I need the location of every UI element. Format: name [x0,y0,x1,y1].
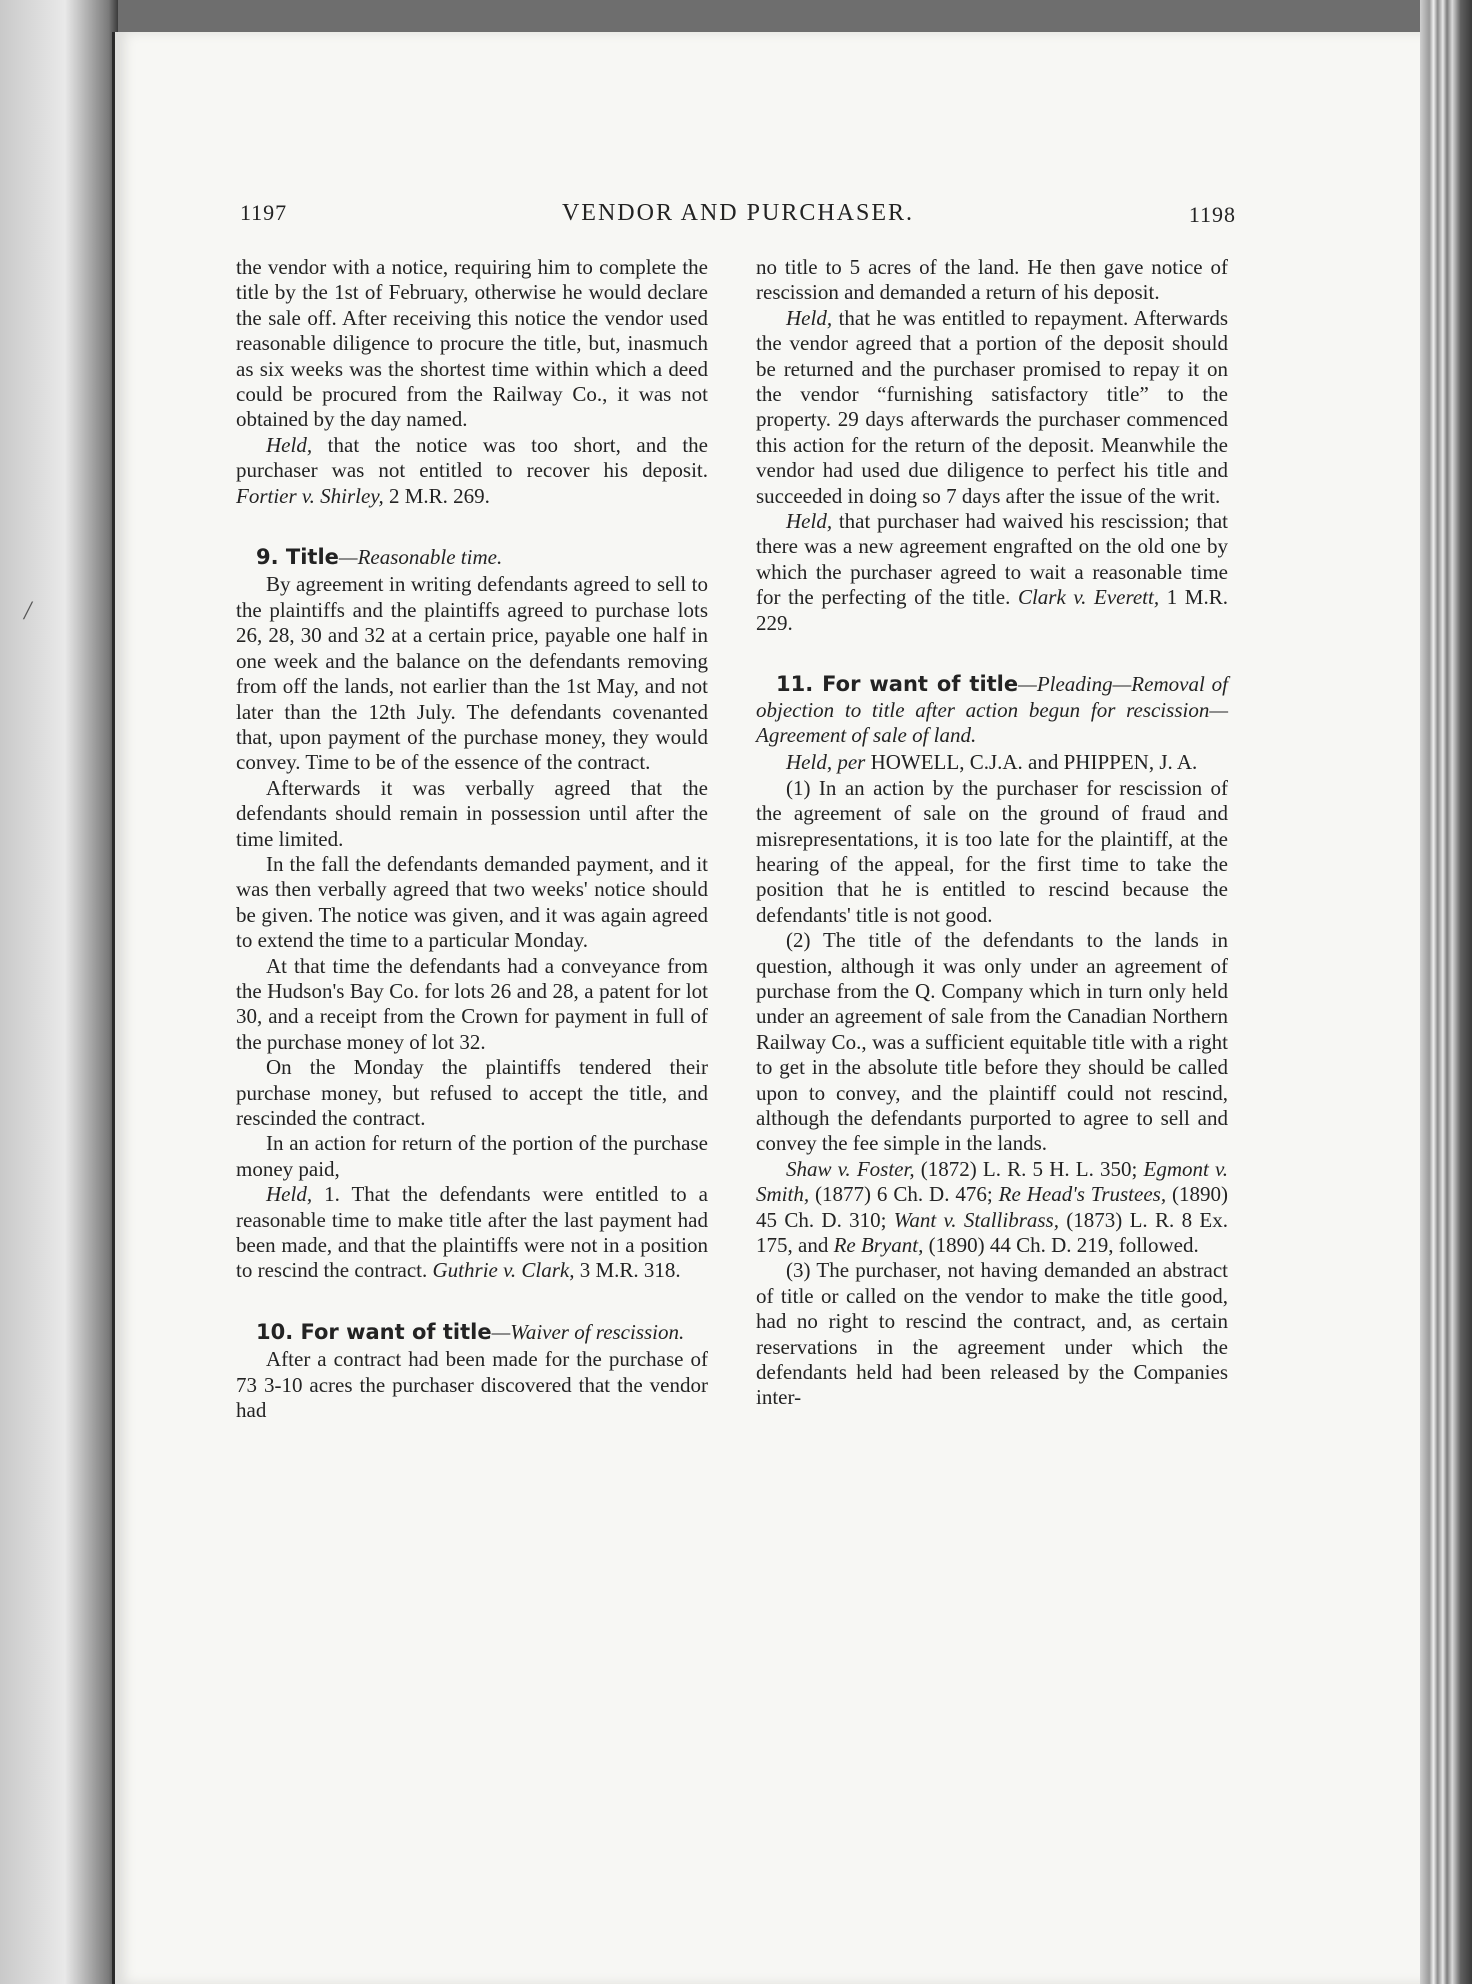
paragraph: Afterwards it was verbally agreed that the defendants should remain in possession until after the time limited. [236,775,708,851]
right-column [756,255,1228,1411]
section-subtitle: —Reasonable time. [338,545,503,570]
citations-paragraph [756,1157,1228,1259]
case-name: Want v. Stallibrass, [893,1207,1059,1232]
section-title: 11. For want of title [776,672,1019,697]
paragraph: (3) The purchaser, not having demanded an abstract of title or called on the vendor to make the title good, had no right to rescind the contract, and, as certain reservations in the agreement under which the defendants held had been released by the Companies inter- [756,1258,1228,1410]
running-title: VENDOR AND PURCHASER. [561,200,915,226]
right-page-number: 1198 [1188,202,1236,227]
holding-paragraph [756,306,1228,509]
holding-text: that he was entitled to repayment. Afterwards the vendor agreed that a portion of the deposit should be returned and the purchaser promised to repay it on the vendor “furnishing satisfactory title” to the property. 29 days afterwards the purchaser commenced this action for the return of the deposit. Meanwhile the vendor had used due diligence to perfect his title and succeeded in doing so 7 days after the issue of the writ. [756,305,1228,508]
section-title: 10. For want of title [256,1319,492,1344]
holding-paragraph [756,509,1228,636]
paragraph: In the fall the defendants demanded payment, and it was then verbally agreed that two weeks' notice should be given. The notice was given, and it was again agreed to extend the time to a particular Monday. [236,851,708,953]
paragraph: By agreement in writing defendants agreed to sell to the plaintiffs and the plaintiffs agreed to purchase lots 26, 28, 30 and 32 at a certain price, payable one half in one week and the balance on the defendants removing from off the lands, not earlier than the 1st May, and not later than the 12th July. The defendants covenanted that, upon payment of the purchase money, they would convey. Time to be of the essence of the contract. [236,572,708,775]
paragraph: no title to 5 acres of the land. He then gave notice of rescission and demanded a return of his deposit. [756,255,1228,305]
held-label: Held, [786,509,833,534]
holding-text: 1. That the defendants were entitled to a reasonable time to make title after the last payment had been made, and that the plaintiffs were not in a position to rescind the contract. [236,1182,708,1283]
case-citation: 1 M.R. 229. [756,585,1228,635]
paragraph: At that time the defendants had a conveyance from the Hudson's Bay Co. for lots 26 and 28, a patent for lot 30, and a receipt from the Crown for payment in full of the purchase money of lot 32. [236,953,708,1054]
section-subtitle: —Pleading—Removal of objection to title after action begun for rescission—Agreement of sale of land. [756,672,1228,747]
paragraph: After a contract had been made for the purchase of 73 3-10 acres the purchaser discovered that the vendor had [236,1347,708,1423]
case-name: Shaw v. Foster, [786,1156,915,1181]
left-column [236,255,708,1423]
holding-paragraph [236,433,708,509]
section-heading-9 [236,545,708,570]
held-label: Held, [786,305,833,330]
paragraph: In an action for return of the portion of the purchase money paid, [236,1131,708,1181]
facing-page-edge [0,0,118,1984]
holding-paragraph [756,750,1228,775]
left-page-number: 1197 [240,200,288,225]
section-heading-11 [756,672,1228,748]
paragraph: (1) In an action by the purchaser for rescission of the agreement of sale on the ground of fraud and misrepresentations, it is too late for the plaintiff, at the hearing of the appeal, for the first time to take the position that he is entitled to rescind because the defendants' title is not good. [756,775,1228,927]
section-subtitle: —Waiver of rescission. [491,1319,685,1344]
case-name: Fortier v. Shirley, [236,483,384,508]
held-label: Held, [266,432,313,457]
held-label: Held, per [786,750,866,775]
holding-text: that the notice was too short, and the purchaser was not entitled to recover his deposit. [236,432,708,483]
paragraph: the vendor with a notice, requiring him to complete the title by the 1st of February, otherwise he would declare the sale off. After receiving this notice the vendor used reasonable diligence to procure the title, but, inasmuch as six weeks was the shortest time within which a deed could be procured from the Railway Co., it was not obtained by the day named. [236,255,708,432]
case-name: Clark v. Everett, [1017,585,1160,610]
case-citation: (1890) 44 Ch. D. 219, followed. [923,1233,1199,1258]
section-title: 9. Title [256,545,339,570]
paragraph: On the Monday the plaintiffs tendered their purchase money, but refused to accept the title, and rescinded the contract. [236,1055,708,1130]
holding-text: that purchaser had waived his rescission; that there was a new agreement engrafted on the old one by which the purchaser agreed to wait a reasonable time for the perfecting of the title. [756,509,1228,610]
page-stack-edge [1420,0,1472,1984]
case-citation: (1872) L. R. 5 H. L. 350; [914,1156,1144,1181]
case-name: Re Bryant, [833,1233,924,1258]
case-name: Guthrie v. Clark, [432,1258,575,1283]
case-citation: (1890) 45 Ch. D. 310; [756,1182,1228,1232]
section-heading-10 [236,1320,708,1345]
judges: HOWELL, C.J.A. and PHIPPEN, J. A. [865,750,1198,775]
case-name: Egmont v. Smith, [756,1156,1228,1207]
case-name: Re Head's Trustees, [998,1182,1167,1207]
paragraph: (2) The title of the defendants to the lands in question, although it was only under an agreement of purchase from the Q. Company which in turn only held under an agreement of sale from the Canadian Northern Railway Co., was a sufficient equitable title with a right to get in the absolute title before they should be called upon to convey, and the plaintiff could not rescind, although the defendants purported to agree to sell and convey the fee simple in the lands. [756,928,1228,1156]
case-citation: (1873) L. R. 8 Ex. 175, and [756,1207,1228,1258]
held-label: Held, [266,1182,313,1207]
case-citation: 2 M.R. 269. [383,483,490,508]
case-citation: 3 M.R. 318. [574,1258,681,1283]
holding-paragraph [236,1182,708,1284]
case-citation: (1877) 6 Ch. D. 476; [809,1182,999,1207]
margin-mark: / [24,596,32,625]
running-header [240,200,1236,234]
